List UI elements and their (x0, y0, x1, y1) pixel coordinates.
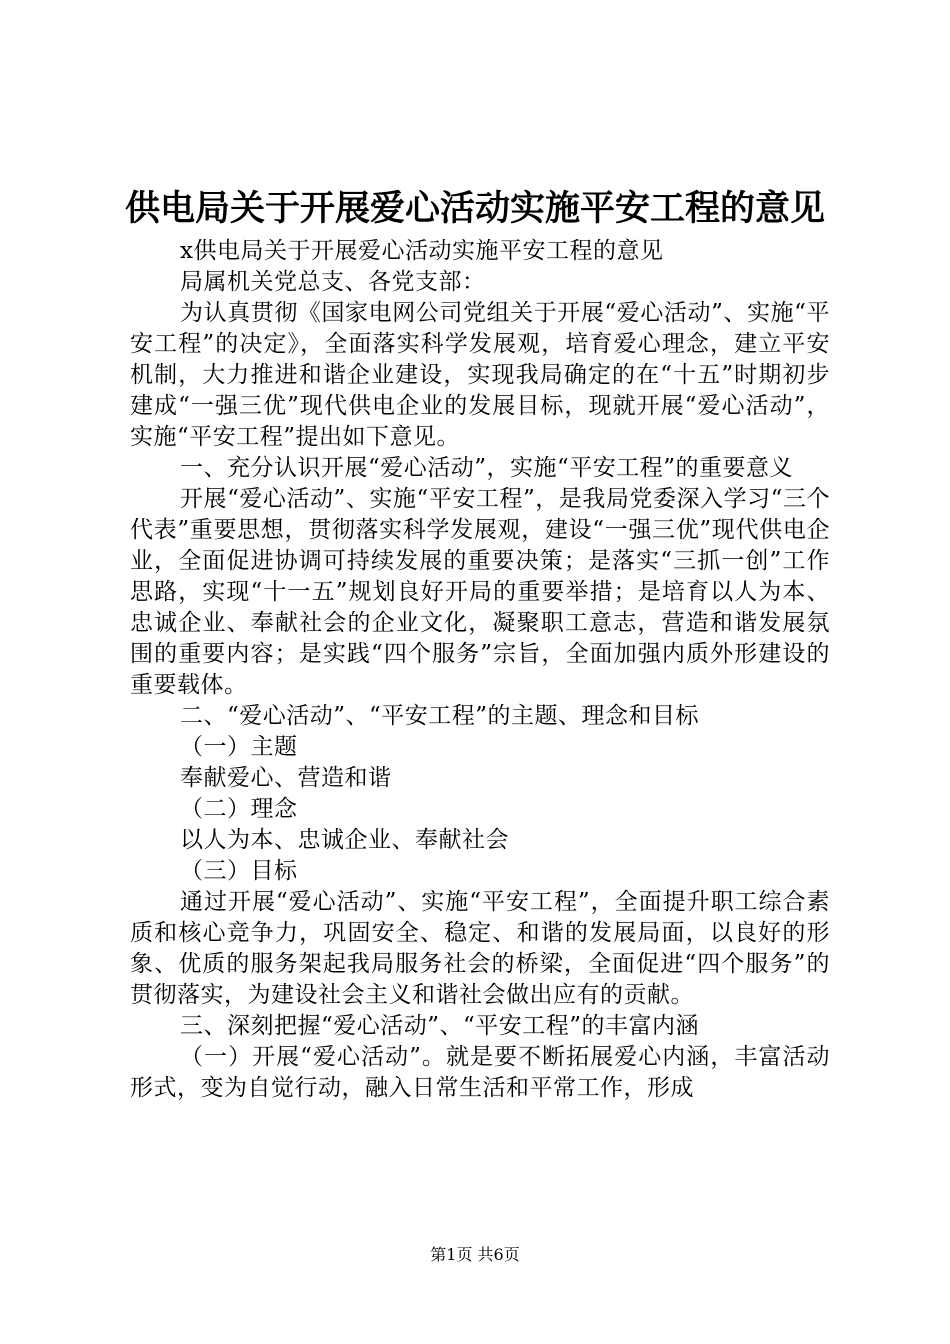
document-body (130, 236, 830, 1104)
paragraph-significance: 开展“爱心活动”、实施“平安工程”，是我局党委深入学习“三个代表”重要思想，贯彻落实科学发展观，建设“一强三优”现代供电企业，全面促进协调可持续发展的重要决策；是落实“三抓一创”工作思路，实现“十一五”规划良好开局的重要举措；是培育以人为本、忠诚企业、奉献社会的企业文化，凝聚职工意志，营造和谐发展氛围的重要内容；是实践“四个服务”宗旨，全面加强内质外形建设的重要载体。 (130, 486, 830, 698)
section-heading-1: 一、充分认识开展“爱心活动”，实施“平安工程”的重要意义 (180, 455, 794, 481)
document-title: 供电局关于开展爱心活动实施平安工程的意见 (124, 188, 825, 229)
section-heading-3: 三、深刻把握“爱心活动”、“平安工程”的丰富内涵 (180, 1013, 700, 1039)
paragraph-love-activity: （一）开展“爱心活动”。就是要不断拓展爱心内涵，丰富活动形式，变为自觉行动，融入日常生活和平常工作，形成 (130, 1044, 830, 1101)
paragraph-goal: 通过开展“爱心活动”、实施“平安工程”，全面提升职工综合素质和核心竞争力，巩固安全、稳定、和谐的发展局面，以良好的形象、优质的服务架起我局服务社会的桥梁，全面促进“四个服务”的贯彻落实，为建设社会主义和谐社会做出应有的贡献。 (130, 889, 830, 1008)
subheading-concept: （二）理念 (180, 796, 298, 822)
paragraph-addressee: 局属机关党总支、各党支部： (180, 269, 486, 295)
subheading-goal: （三）目标 (180, 858, 298, 884)
section-heading-2: 二、“爱心活动”、“平安工程”的主题、理念和目标 (180, 703, 700, 729)
page-number-footer: 第1页 共6页 (430, 1245, 520, 1264)
subheading-theme: （一）主题 (180, 734, 298, 760)
paragraph-concept: 以人为本、忠诚企业、奉献社会 (180, 827, 509, 853)
paragraph-theme: 奉献爱心、营造和谐 (180, 765, 392, 791)
paragraph-intro: 为认真贯彻《国家电网公司党组关于开展“爱心活动”、实施“平安工程”的决定》，全面落实科学发展观，培育爱心理念，建立平安机制，大力推进和谐企业建设，实现我局确定的在“十五”时期初步建成“一强三优”现代供电企业的发展目标，现就开展“爱心活动”，实施“平安工程”提出如下意见。 (130, 300, 830, 450)
paragraph-subtitle: x供电局关于开展爱心活动实施平安工程的意见 (180, 238, 664, 264)
